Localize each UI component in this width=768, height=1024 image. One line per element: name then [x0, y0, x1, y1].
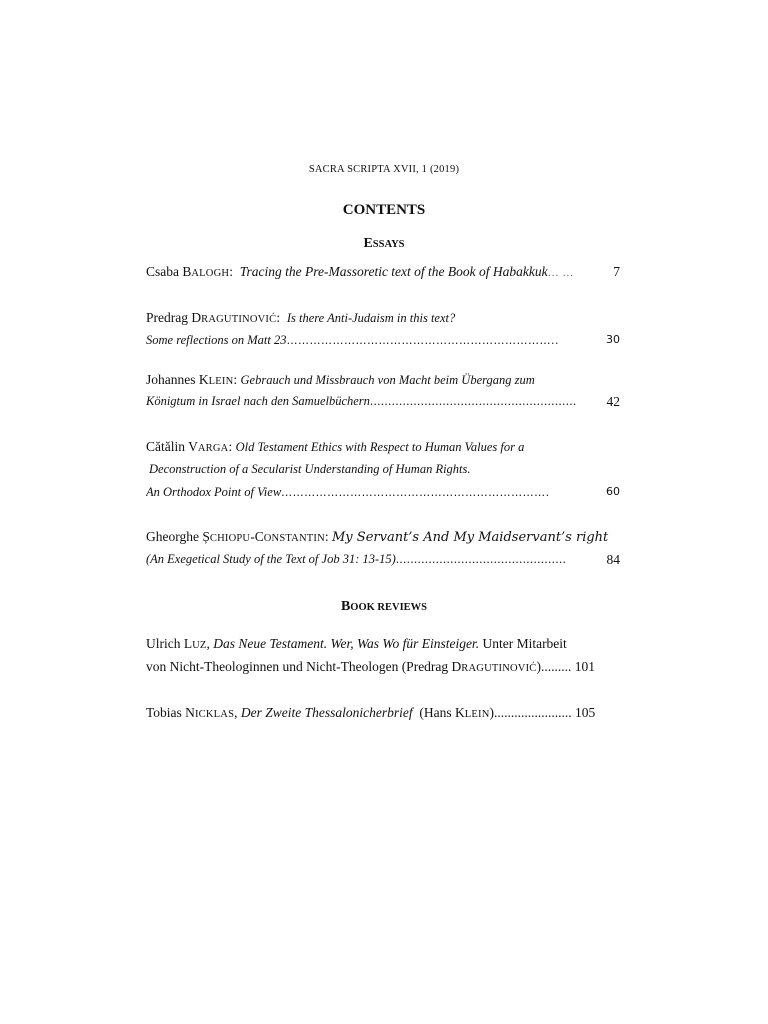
essay-title: Tracing the Pre-Massoretic text of the Book of Habakkuk — [239, 264, 548, 279]
essay-title-line3: An Orthodox Point of View — [146, 485, 282, 499]
reviews-heading-initial: B — [340, 599, 351, 614]
reviewer-last: LEIN — [464, 709, 490, 720]
author-first: Johannes K — [146, 372, 209, 387]
essay-title-line2: Deconstruction of a Secularist Understanding of Human Rights. — [149, 462, 471, 476]
author-first: Tobias N — [146, 705, 195, 720]
page-number: 84 — [604, 552, 621, 568]
leader-dots: ……………………………………………………………. — [281, 486, 550, 499]
toc-entry-line — [149, 462, 623, 482]
toc-entry-line — [146, 333, 620, 353]
toc-entry-line — [146, 705, 620, 725]
author-last: CHIOPU — [209, 533, 251, 544]
separator: : — [229, 264, 233, 279]
review-line2: von Nicht-Theologinnen und Nicht-Theologen (Predrag D — [146, 659, 462, 674]
leader-dots: ......... — [541, 659, 572, 674]
author-last: LEIN — [208, 376, 234, 387]
toc-entry-line — [146, 372, 620, 392]
page-number: 42 — [604, 394, 621, 410]
author-last: ICKLAS — [194, 709, 235, 720]
author-first: Predrag D — [146, 310, 202, 325]
separator: : — [228, 439, 233, 454]
separator: , — [234, 705, 238, 720]
toc-entry-line — [146, 552, 620, 572]
essays-heading-rest: SSAYS — [372, 239, 405, 250]
author-last: UZ — [192, 640, 207, 651]
author-last: ARGA — [197, 443, 229, 454]
author-first: Cătălin V — [146, 439, 198, 454]
separator: : — [276, 310, 281, 325]
essay-title-line2: Some reflections on Matt 23 — [146, 333, 287, 347]
author-first: Ulrich L — [146, 636, 193, 651]
essay-title-line1: Is there Anti-Judaism in this text? — [286, 311, 456, 325]
toc-entry-line — [146, 394, 620, 414]
toc-entry-line — [146, 439, 620, 459]
close-paren: ) — [489, 705, 494, 720]
close-paren: ) — [536, 659, 542, 674]
reviews-heading-rest: OOK REVIEWS — [350, 602, 428, 613]
page-number: 60 — [606, 485, 620, 498]
page-number: 7 — [613, 264, 620, 279]
toc-entry-line — [146, 659, 620, 679]
toc-entry-line — [146, 636, 620, 656]
toc-entry-line — [146, 310, 620, 330]
toc-entry-line — [146, 264, 620, 284]
leader-dots: ............................................... — [395, 552, 567, 566]
author-first: Gheorghe Ș — [146, 529, 210, 544]
toc-entry-line — [146, 529, 620, 549]
essays-heading — [0, 235, 768, 252]
leader-dots: ....................... — [494, 705, 572, 720]
essay-title-line2: Königtum in Israel nach den Samuelbüchern — [146, 394, 370, 408]
book-subtitle: Unter Mitarbeit — [482, 636, 567, 651]
leader-dots: … … — [547, 267, 574, 279]
leader-dots: …………………………………………………………….. — [286, 334, 559, 347]
essays-heading-initial: E — [363, 236, 373, 251]
author-last: RAGUTINOVIĆ — [201, 314, 277, 325]
reviewer-last: RAGUTINOVIĆ — [461, 663, 537, 674]
separator: , — [206, 636, 210, 651]
reviewer-first: (Hans K — [419, 705, 465, 720]
toc-entry-line — [146, 485, 620, 505]
essay-title-line1: My Servant’s And My Maidservant’s right — [332, 530, 609, 545]
separator: : — [233, 372, 238, 387]
page-title: CONTENTS — [342, 202, 426, 218]
author-last-2: ONSTANTIN — [263, 533, 325, 544]
essay-title-line1: Old Testament Ethics with Respect to Human Values for a — [235, 440, 525, 454]
essay-title-line2: (An Exegetical Study of the Text of Job 31: 13-15) — [146, 552, 396, 566]
journal-header: SACRA SCRIPTA XVII, 1 (2019) — [308, 164, 460, 175]
book-title: Der Zweite Thessalonicherbrief — [240, 705, 413, 720]
book-title: Das Neue Testament. Wer, Was Wo für Einsteiger. — [213, 636, 480, 651]
essay-title-line1: Gebrauch und Missbrauch von Macht beim Übergang zum — [240, 373, 535, 387]
book-reviews-heading — [0, 598, 768, 615]
author-last: ALOGH — [191, 268, 230, 279]
author-mid: -C — [250, 529, 264, 544]
page-number: 101 — [574, 659, 596, 674]
leader-dots: ......................................................... — [369, 394, 577, 408]
page-number: 105 — [575, 705, 596, 720]
page-number: 30 — [606, 333, 620, 346]
author-first: Csaba B — [146, 264, 192, 279]
separator: : — [324, 529, 329, 544]
